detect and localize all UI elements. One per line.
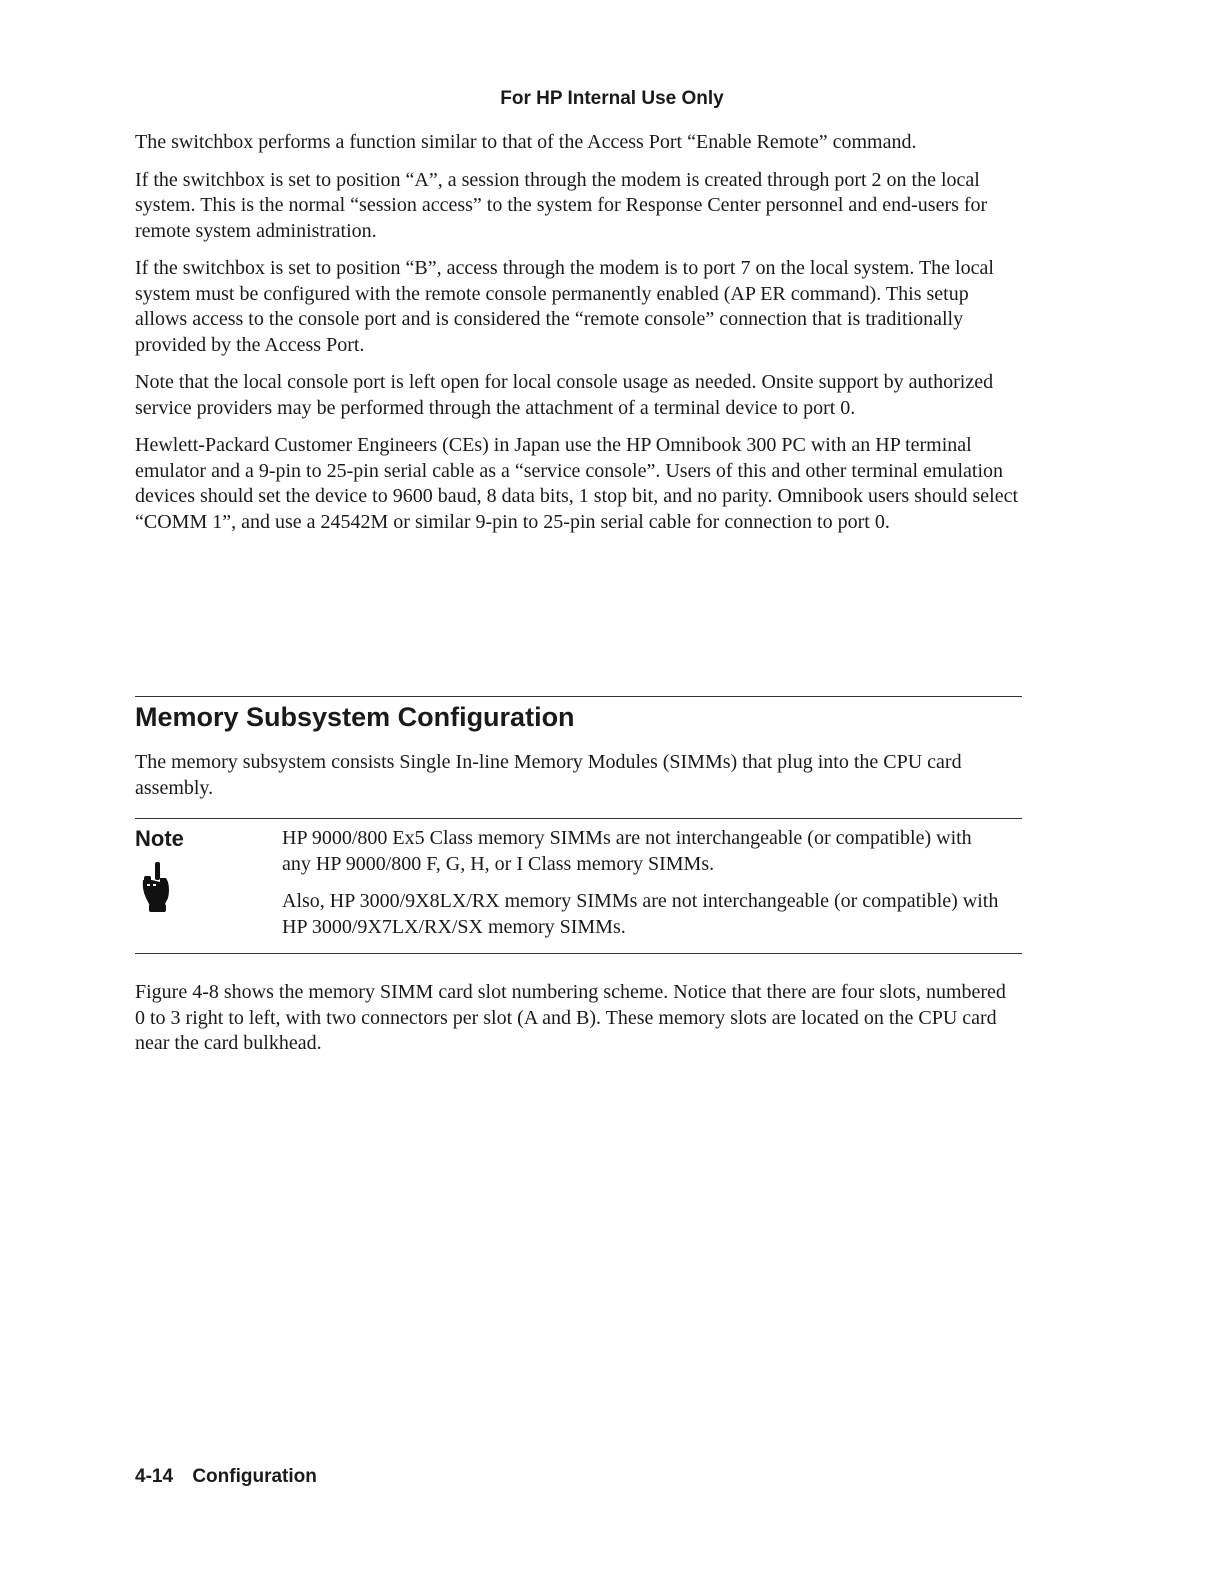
intro-section: [135, 130, 1020, 547]
chapter-name: Configuration: [192, 1466, 317, 1487]
page-footer: [135, 1466, 317, 1488]
figure-description: [135, 980, 1020, 1069]
note-paragraph: HP 9000/800 Ex5 Class memory SIMMs are not interchangeable (or compatible) with any HP 9000/800 F, G, H, or I Class memory SIMMs.: [282, 827, 972, 875]
note-paragraph: Also, HP 3000/9X8LX/RX memory SIMMs are not interchangeable (or compatible) with HP 3000/9X7LX/RX/SX memory SIMMs.: [282, 890, 999, 938]
paragraph: If the switchbox is set to position “B”, access through the modem is to port 7 on the local system. The local system must be configured with the remote console permanently enabled (AP ER command). This setup allows access to the console port and is considered the “remote console” connection that is traditionally provided by the Access Port.: [135, 257, 994, 356]
section-divider: [135, 696, 1022, 697]
note-label: Note: [135, 826, 184, 851]
section-intro: [135, 750, 1020, 813]
paragraph: The switchbox performs a function similar to that of the Access Port “Enable Remote” command.: [135, 131, 917, 153]
paragraph: Figure 4-8 shows the memory SIMM card slot numbering scheme. Notice that there are four slots, numbered 0 to 3 right to left, with two connectors per slot (A and B). These memory slots are located on the CPU card near the card bulkhead.: [135, 981, 1006, 1054]
pointing-hand-icon: [140, 860, 176, 916]
note-body: [282, 826, 1002, 952]
note-bottom-rule: [135, 953, 1022, 954]
page-number: 4-14: [135, 1466, 174, 1487]
paragraph: Hewlett-Packard Customer Engineers (CEs) in Japan use the HP Omnibook 300 PC with an HP terminal emulator and a 9-pin to 25-pin serial cable as a “service console”. Users of this and other terminal emulation devices should set the device to 9600 baud, 8 data bits, 1 stop bit, and no parity. Omnibook users should select “COMM 1”, and use a 24542M or similar 9-pin to 25-pin serial cable for connection to port 0.: [135, 434, 1018, 533]
note-top-rule: [135, 818, 1022, 819]
paragraph: Note that the local console port is left open for local console usage as needed. Onsite support by authorized service providers may be performed through the attachment of a terminal device to port 0.: [135, 371, 994, 419]
paragraph: If the switchbox is set to position “A”, a session through the modem is created through port 2 on the local system. This is the normal “session access” to the system for Response Center personnel and end-users for remote system administration.: [135, 168, 988, 242]
page-header: For HP Internal Use Only: [500, 88, 724, 109]
section-title: Memory Subsystem Configuration: [135, 702, 575, 732]
paragraph: The memory subsystem consists Single In-line Memory Modules (SIMMs) that plug into the CPU card assembly.: [135, 751, 962, 799]
